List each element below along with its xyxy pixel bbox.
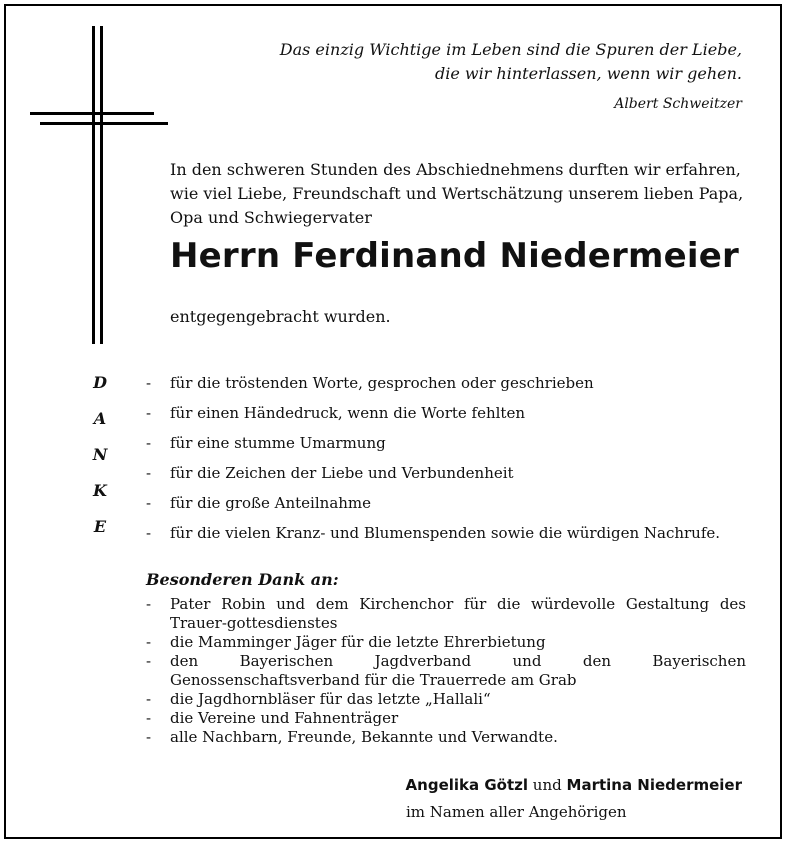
signature-name-2: Martina Niedermeier [566, 776, 742, 794]
list-item: - die Jagdhornbläser für das letzte „Hallali“ [146, 690, 491, 708]
list-item: - Pater Robin und dem Kirchenchor für die würdevolle Gestaltung des Trauer-gottesdienstes [146, 595, 746, 632]
quote [202, 38, 742, 86]
list-item: - für eine stumme Umarmung [146, 434, 386, 452]
list-item: - für die tröstenden Worte, gesprochen oder geschrieben [146, 374, 594, 392]
signature [406, 776, 742, 794]
danke-letter: K [93, 481, 107, 500]
danke-letter: N [92, 445, 108, 464]
quote-line-2: die wir hinterlassen, wenn wir gehen. [434, 64, 742, 83]
list-item: - die Vereine und Fahnenträger [146, 709, 399, 727]
list-item: - für die vielen Kranz- und Blumenspenden sowie die würdigen Nachrufe. [146, 524, 721, 542]
list-item: - den Bayerischen Jagdverband und den Bayerischen Genossenschaftsverband für die Trauerrede am Grab [146, 652, 746, 689]
list-item: - für die Zeichen der Liebe und Verbundenheit [146, 464, 514, 482]
danke-letter: D [93, 373, 107, 392]
signature-subline: im Namen aller Angehörigen [406, 803, 627, 821]
intro-line-2: wie viel Liebe, Freundschaft und Wertschätzung unserem lieben Papa, [170, 184, 744, 203]
intro-text [170, 158, 750, 230]
quote-line-1: Das einzig Wichtige im Leben sind die Spuren der Liebe, [279, 40, 742, 59]
special-thanks-list [146, 595, 746, 747]
after-name-text: entgegengebracht wurden. [170, 307, 391, 326]
special-thanks-title: Besonderen Dank an: [146, 570, 339, 589]
signature-connector: und [532, 776, 562, 794]
quote-author: Albert Schweitzer [614, 96, 742, 112]
list-item: - für die große Anteilnahme [146, 494, 372, 512]
list-item: - alle Nachbarn, Freunde, Bekannte und Verwandte. [146, 728, 558, 746]
thanks-list [146, 372, 746, 552]
list-item: - für einen Händedruck, wenn die Worte fehlten [146, 404, 525, 422]
danke-letter: E [93, 517, 107, 536]
intro-line-1: In den schweren Stunden des Abschiednehmens durften wir erfahren, [170, 160, 741, 179]
intro-line-3: Opa und Schwiegervater [170, 208, 372, 227]
deceased-name: Herrn Ferdinand Niedermeier [170, 236, 739, 276]
list-item: - die Mamminger Jäger für die letzte Ehrerbietung [146, 633, 546, 651]
danke-vertical [88, 372, 112, 552]
danke-letter: A [93, 409, 107, 428]
signature-name-1: Angelika Götzl [405, 776, 529, 794]
